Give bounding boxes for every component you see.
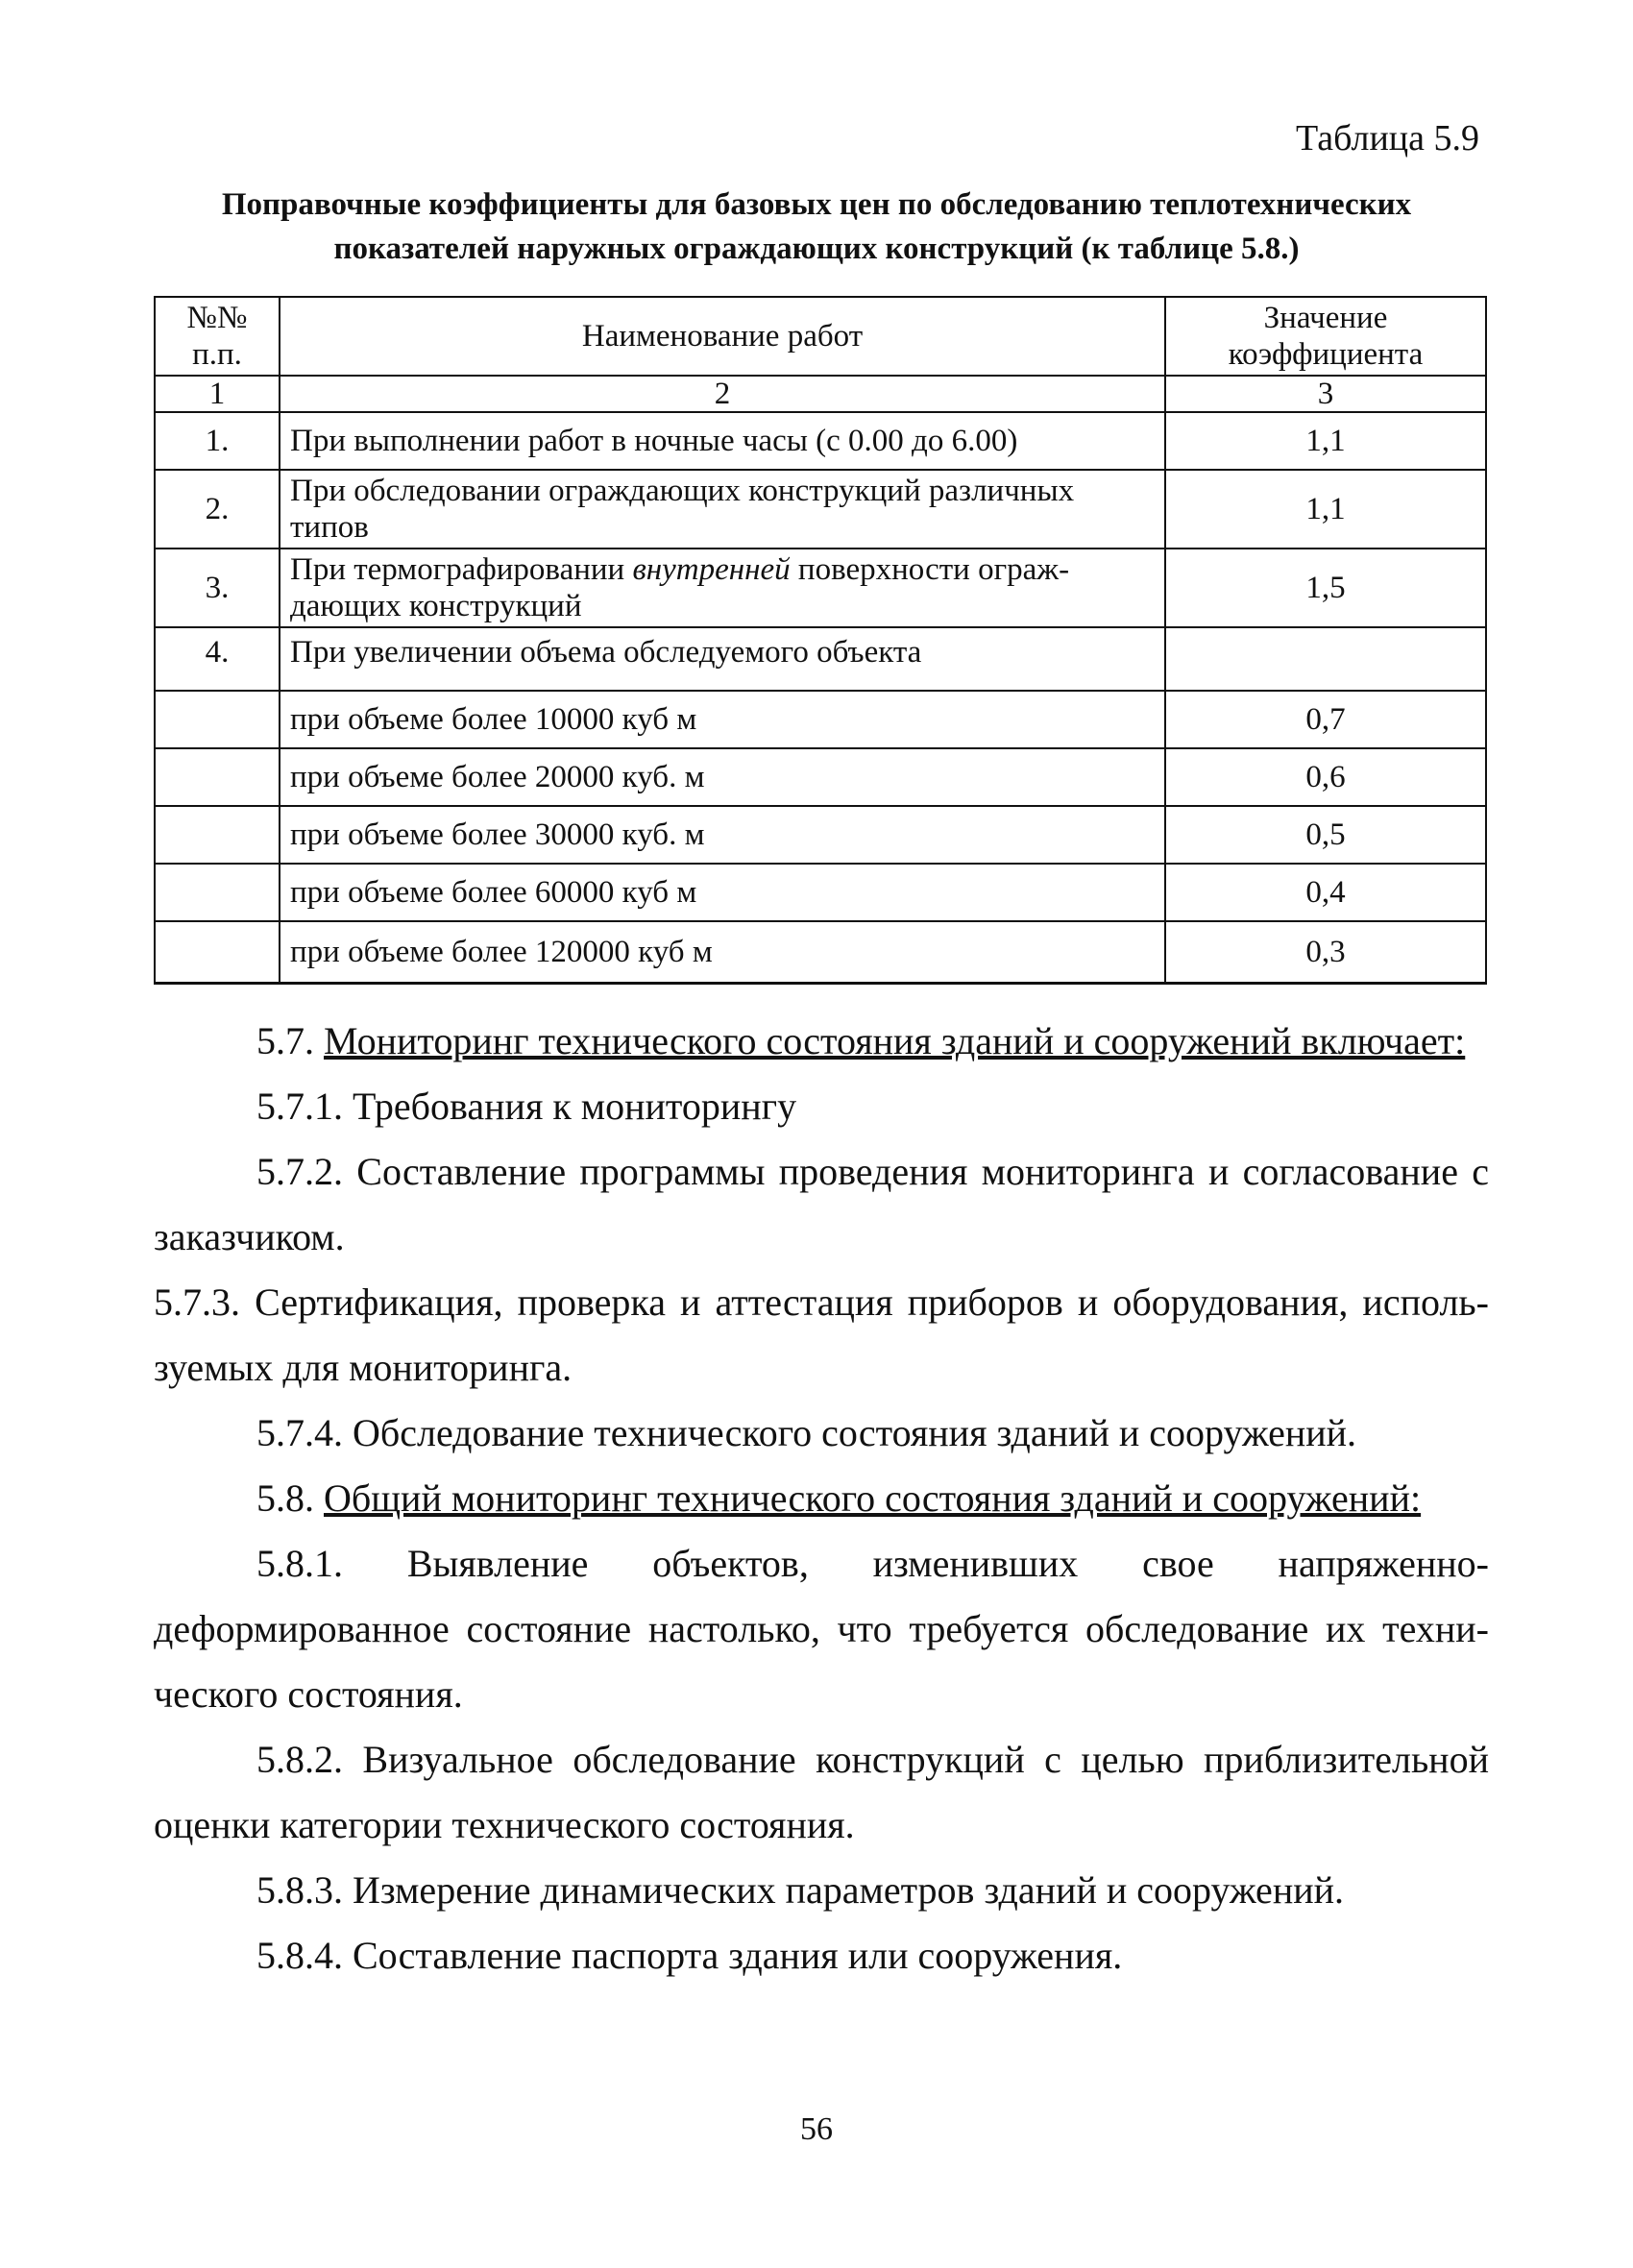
row-work-name: [280, 549, 1165, 627]
index-cell: 3: [1165, 376, 1486, 412]
header-coefficient-value: [1165, 297, 1486, 376]
table-title-line-1: Поправочные коэффициенты для базовых цен по обследованию теплотехнических: [221, 187, 1412, 222]
index-cell: 2: [280, 376, 1165, 412]
table-row: [155, 748, 1486, 806]
body-text: [154, 1009, 1489, 1988]
section-title: Мониторинг технического состояния зданий и сооружений включает:: [324, 1019, 1466, 1062]
row-coefficient: 0,7: [1165, 691, 1486, 748]
row-work-name: при объеме более 120000 куб м: [280, 921, 1165, 984]
row-work-name-italic: внутренней: [632, 552, 791, 587]
paragraph-5-7-3: 5.7.3. Сертификация, проверка и аттестация приборов и оборудования, используемых для мониторинга.: [154, 1280, 1489, 1389]
table-label: Таблица 5.9: [1295, 118, 1479, 159]
page-number: 56: [800, 2111, 833, 2147]
table-row: [155, 921, 1486, 984]
paragraph-5-8-1: 5.8.1. Выявление объектов, изменивших свое напряженно-деформированное состояние настолько, что требуется обследование их технического состояния.: [154, 1542, 1489, 1716]
header-value-line-2: коэффициента: [1228, 337, 1424, 372]
row-number: [155, 691, 280, 748]
table-header-row: [155, 297, 1486, 376]
header-number-line-2: п.п.: [192, 337, 242, 372]
row-work-name: При увеличении объема обследуемого объекта: [280, 627, 1165, 691]
row-work-name: При обследовании ограждающих конструкций различных типов: [280, 470, 1165, 549]
header-value-line-1: Значение: [1263, 301, 1388, 335]
row-work-name: При выполнении работ в ночные часы (с 0.00 до 6.00): [280, 412, 1165, 470]
row-number: 3.: [155, 549, 280, 627]
row-coefficient: 0,5: [1165, 806, 1486, 864]
paragraph-5-7-1: 5.7.1. Требования к мониторингу: [256, 1085, 797, 1128]
row-work-name: при объеме более 30000 куб. м: [280, 806, 1165, 864]
row-number: 2.: [155, 470, 280, 549]
table-row: [155, 412, 1486, 470]
row-coefficient: [1165, 627, 1486, 691]
table-title: [154, 183, 1479, 271]
coefficients-table: [154, 296, 1487, 985]
row-number: 1.: [155, 412, 280, 470]
section-5-7-heading: [154, 1009, 1489, 1074]
table-row: [155, 806, 1486, 864]
row-work-name: при объеме более 60000 куб м: [280, 864, 1165, 921]
paragraph-5-7-2: 5.7.2. Составление программы проведения мониторинга и согласование с заказчиком.: [154, 1150, 1489, 1258]
row-number: 4.: [155, 627, 280, 691]
paragraph-5-8-2: 5.8.2. Визуальное обследование конструкций с целью приблизительной оценки категории технического состояния.: [154, 1738, 1489, 1846]
table-index-row: [155, 376, 1486, 412]
table-title-line-2: показателей наружных ограждающих конструкций (к таблице 5.8.): [333, 232, 1300, 266]
row-number: [155, 748, 280, 806]
row-work-name-part: При термографировании: [290, 552, 633, 587]
section-5-8-heading: [154, 1466, 1489, 1531]
row-work-name-part: поверхности ограждающих конструкций: [290, 552, 1070, 623]
row-coefficient: 0,4: [1165, 864, 1486, 921]
row-coefficient: 0,3: [1165, 921, 1486, 984]
table-row: [155, 864, 1486, 921]
section-number: 5.8.: [256, 1476, 324, 1520]
index-cell: 1: [155, 376, 280, 412]
paragraph-5-8-3: 5.8.3. Измерение динамических параметров зданий и сооружений.: [256, 1868, 1345, 1912]
paragraph-5-7-4: 5.7.4. Обследование технического состояния зданий и сооружений.: [256, 1411, 1357, 1454]
row-coefficient: 1,1: [1165, 412, 1486, 470]
row-work-name: при объеме более 10000 куб м: [280, 691, 1165, 748]
table-row: [155, 691, 1486, 748]
row-coefficient: 1,5: [1165, 549, 1486, 627]
header-number: [155, 297, 280, 376]
header-number-line-1: №№: [186, 301, 248, 335]
row-number: [155, 806, 280, 864]
paragraph-5-8-4: 5.8.4. Составление паспорта здания или сооружения.: [256, 1934, 1123, 1977]
row-coefficient: 1,1: [1165, 470, 1486, 549]
table-row: [155, 549, 1486, 627]
row-number: [155, 921, 280, 984]
table-row: [155, 470, 1486, 549]
row-number: [155, 864, 280, 921]
row-work-name: при объеме более 20000 куб. м: [280, 748, 1165, 806]
section-number: 5.7.: [256, 1019, 324, 1062]
row-coefficient: 0,6: [1165, 748, 1486, 806]
header-work-name: Наименование работ: [280, 297, 1165, 376]
section-title: Общий мониторинг технического состояния зданий и сооружений:: [324, 1476, 1422, 1520]
table-row: [155, 627, 1486, 691]
